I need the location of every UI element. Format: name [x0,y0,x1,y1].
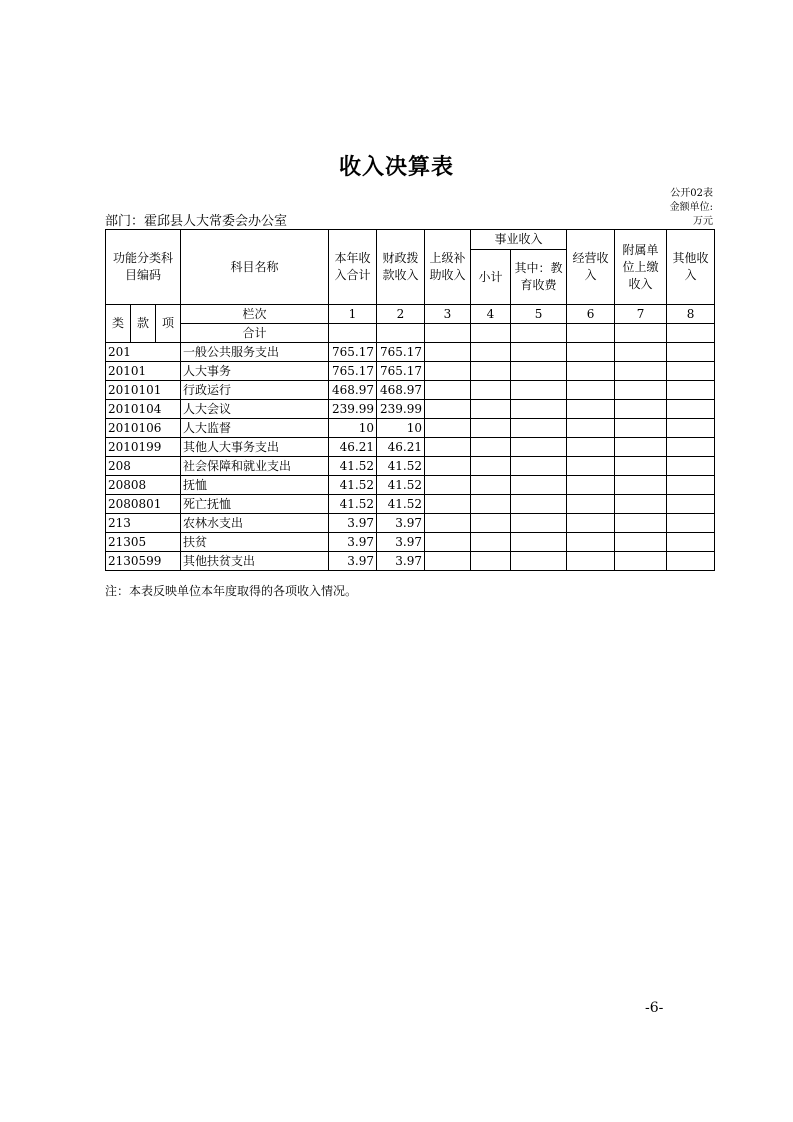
row-code: 2010104 [106,400,181,419]
empty-cell [471,457,511,476]
row-subject-name: 一般公共服务支出 [181,343,329,362]
table-row [106,362,715,381]
empty-cell [471,438,511,457]
col-num-4: 4 [471,305,511,324]
empty-cell [615,362,667,381]
col-num-2: 2 [377,305,425,324]
empty-cell [667,438,715,457]
empty-cell [667,419,715,438]
unit-label: 金额单位: [669,202,713,213]
empty-cell [511,495,567,514]
empty-cell [667,400,715,419]
table-row [106,419,715,438]
empty-cell [667,495,715,514]
empty-cell [511,457,567,476]
row-subject-name: 死亡抚恤 [181,495,329,514]
row-fiscal-income: 765.17 [377,343,425,362]
empty-cell [615,457,667,476]
table-row [106,457,715,476]
row-code: 2010101 [106,381,181,400]
header-row-3 [106,305,715,324]
row-total-income: 239.99 [329,400,377,419]
empty-cell [667,476,715,495]
row-fiscal-income: 41.52 [377,495,425,514]
empty-cell [471,343,511,362]
empty-cell [425,381,471,400]
empty-cell [425,457,471,476]
row-fiscal-income: 46.21 [377,438,425,457]
empty-cell [615,343,667,362]
empty-cell [511,438,567,457]
row-subject-name: 社会保障和就业支出 [181,457,329,476]
empty-cell [511,381,567,400]
col-num-8: 8 [667,305,715,324]
empty-cell [425,343,471,362]
table-row [106,400,715,419]
col-num-3: 3 [425,305,471,324]
header-xiang: 项 [156,305,181,343]
table-body [106,343,715,571]
row-total-income: 41.52 [329,457,377,476]
empty-cell [425,362,471,381]
empty-cell [615,381,667,400]
form-number: 公开02表 [670,188,713,199]
empty-cell [667,533,715,552]
header-subject-name: 科目名称 [181,230,329,305]
empty-cell [471,381,511,400]
row-fiscal-income: 3.97 [377,533,425,552]
empty-cell [667,362,715,381]
header-total-income: 本年收入合计 [329,230,377,305]
header-heji: 合计 [181,324,329,343]
empty-cell [425,419,471,438]
empty-cell [615,419,667,438]
empty-cell [471,400,511,419]
empty-cell [425,533,471,552]
table-row [106,514,715,533]
footnote: 注：本表反映单位本年度取得的各项收入情况。 [105,584,358,598]
income-table [105,229,715,571]
empty-cell [667,514,715,533]
row-fiscal-income: 10 [377,419,425,438]
empty-cell [471,419,511,438]
empty-cell [567,514,615,533]
page-number: -6- [645,1000,664,1016]
empty-cell [511,400,567,419]
empty-cell [567,362,615,381]
col-num-1: 1 [329,305,377,324]
row-subject-name: 人大会议 [181,400,329,419]
department-label: 部门：霍邱县人大常委会办公室 [105,214,288,229]
header-superior-subsidy: 上级补助收入 [425,230,471,305]
empty-cell [425,495,471,514]
row-total-income: 765.17 [329,343,377,362]
row-subject-name: 其他人大事务支出 [181,438,329,457]
row-code: 208 [106,457,181,476]
empty-cell [425,514,471,533]
row-total-income: 3.97 [329,514,377,533]
col-num-6: 6 [567,305,615,324]
table-row [106,495,715,514]
row-total-income: 468.97 [329,381,377,400]
table-row [106,343,715,362]
table-row [106,381,715,400]
row-subject-name: 农林水支出 [181,514,329,533]
empty-cell [567,438,615,457]
table-row [106,533,715,552]
row-code: 20101 [106,362,181,381]
row-subject-name: 其他扶贫支出 [181,552,329,571]
row-code: 201 [106,343,181,362]
empty-cell [567,457,615,476]
empty-cell [567,419,615,438]
header-affiliated: 附属单位上缴收入 [615,230,667,305]
empty-cell [425,552,471,571]
row-subject-name: 人大监督 [181,419,329,438]
empty-cell [615,400,667,419]
empty-cell [471,514,511,533]
row-fiscal-income: 468.97 [377,381,425,400]
row-fiscal-income: 239.99 [377,400,425,419]
empty-cell [511,514,567,533]
empty-cell [511,533,567,552]
empty-cell [471,495,511,514]
header-edu-fee: 其中：教育收费 [511,250,567,305]
empty-cell [425,438,471,457]
empty-cell [615,495,667,514]
row-fiscal-income: 41.52 [377,457,425,476]
empty-cell [567,495,615,514]
table-row [106,476,715,495]
empty-cell [615,514,667,533]
row-total-income: 41.52 [329,495,377,514]
row-total-income: 3.97 [329,552,377,571]
empty-cell [615,552,667,571]
row-fiscal-income: 41.52 [377,476,425,495]
empty-cell [511,476,567,495]
empty-cell [567,400,615,419]
empty-cell [511,419,567,438]
empty-cell [615,476,667,495]
empty-cell [567,381,615,400]
unit-value: 万元 [693,216,713,227]
header-fiscal: 财政拨款收入 [377,230,425,305]
empty-cell [615,533,667,552]
empty-cell [425,476,471,495]
form-meta [593,187,713,229]
row-total-income: 10 [329,419,377,438]
table-row [106,438,715,457]
row-total-income: 765.17 [329,362,377,381]
empty-cell [567,552,615,571]
empty-cell [615,438,667,457]
row-code: 2130599 [106,552,181,571]
row-total-income: 3.97 [329,533,377,552]
row-subject-name: 人大事务 [181,362,329,381]
empty-cell [667,343,715,362]
empty-cell [667,457,715,476]
col-num-7: 7 [615,305,667,324]
row-fiscal-income: 3.97 [377,552,425,571]
empty-cell [511,552,567,571]
row-fiscal-income: 765.17 [377,362,425,381]
empty-cell [667,552,715,571]
empty-cell [471,533,511,552]
empty-cell [471,552,511,571]
header-subtotal: 小计 [471,250,511,305]
row-subject-name: 抚恤 [181,476,329,495]
header-func-code: 功能分类科目编码 [106,230,181,305]
empty-cell [667,381,715,400]
row-subject-name: 扶贫 [181,533,329,552]
total-row [106,324,715,343]
row-code: 2010199 [106,438,181,457]
empty-cell [511,362,567,381]
empty-cell [567,533,615,552]
row-total-income: 41.52 [329,476,377,495]
row-code: 2010106 [106,419,181,438]
header-operating: 经营收入 [567,230,615,305]
row-fiscal-income: 3.97 [377,514,425,533]
table-row [106,552,715,571]
header-other: 其他收入 [667,230,715,305]
header-kuan: 款 [131,305,156,343]
empty-cell [511,343,567,362]
row-code: 20808 [106,476,181,495]
header-lei: 类 [106,305,131,343]
col-num-5: 5 [511,305,567,324]
empty-cell [567,343,615,362]
header-row-1 [106,230,715,250]
row-total-income: 46.21 [329,438,377,457]
empty-cell [471,476,511,495]
row-code: 2080801 [106,495,181,514]
page-title: 收入决算表 [338,155,454,180]
row-code: 21305 [106,533,181,552]
header-business-income: 事业收入 [471,230,567,250]
empty-cell [425,400,471,419]
empty-cell [567,476,615,495]
row-code: 213 [106,514,181,533]
header-lanci: 栏次 [181,305,329,324]
row-subject-name: 行政运行 [181,381,329,400]
empty-cell [471,362,511,381]
